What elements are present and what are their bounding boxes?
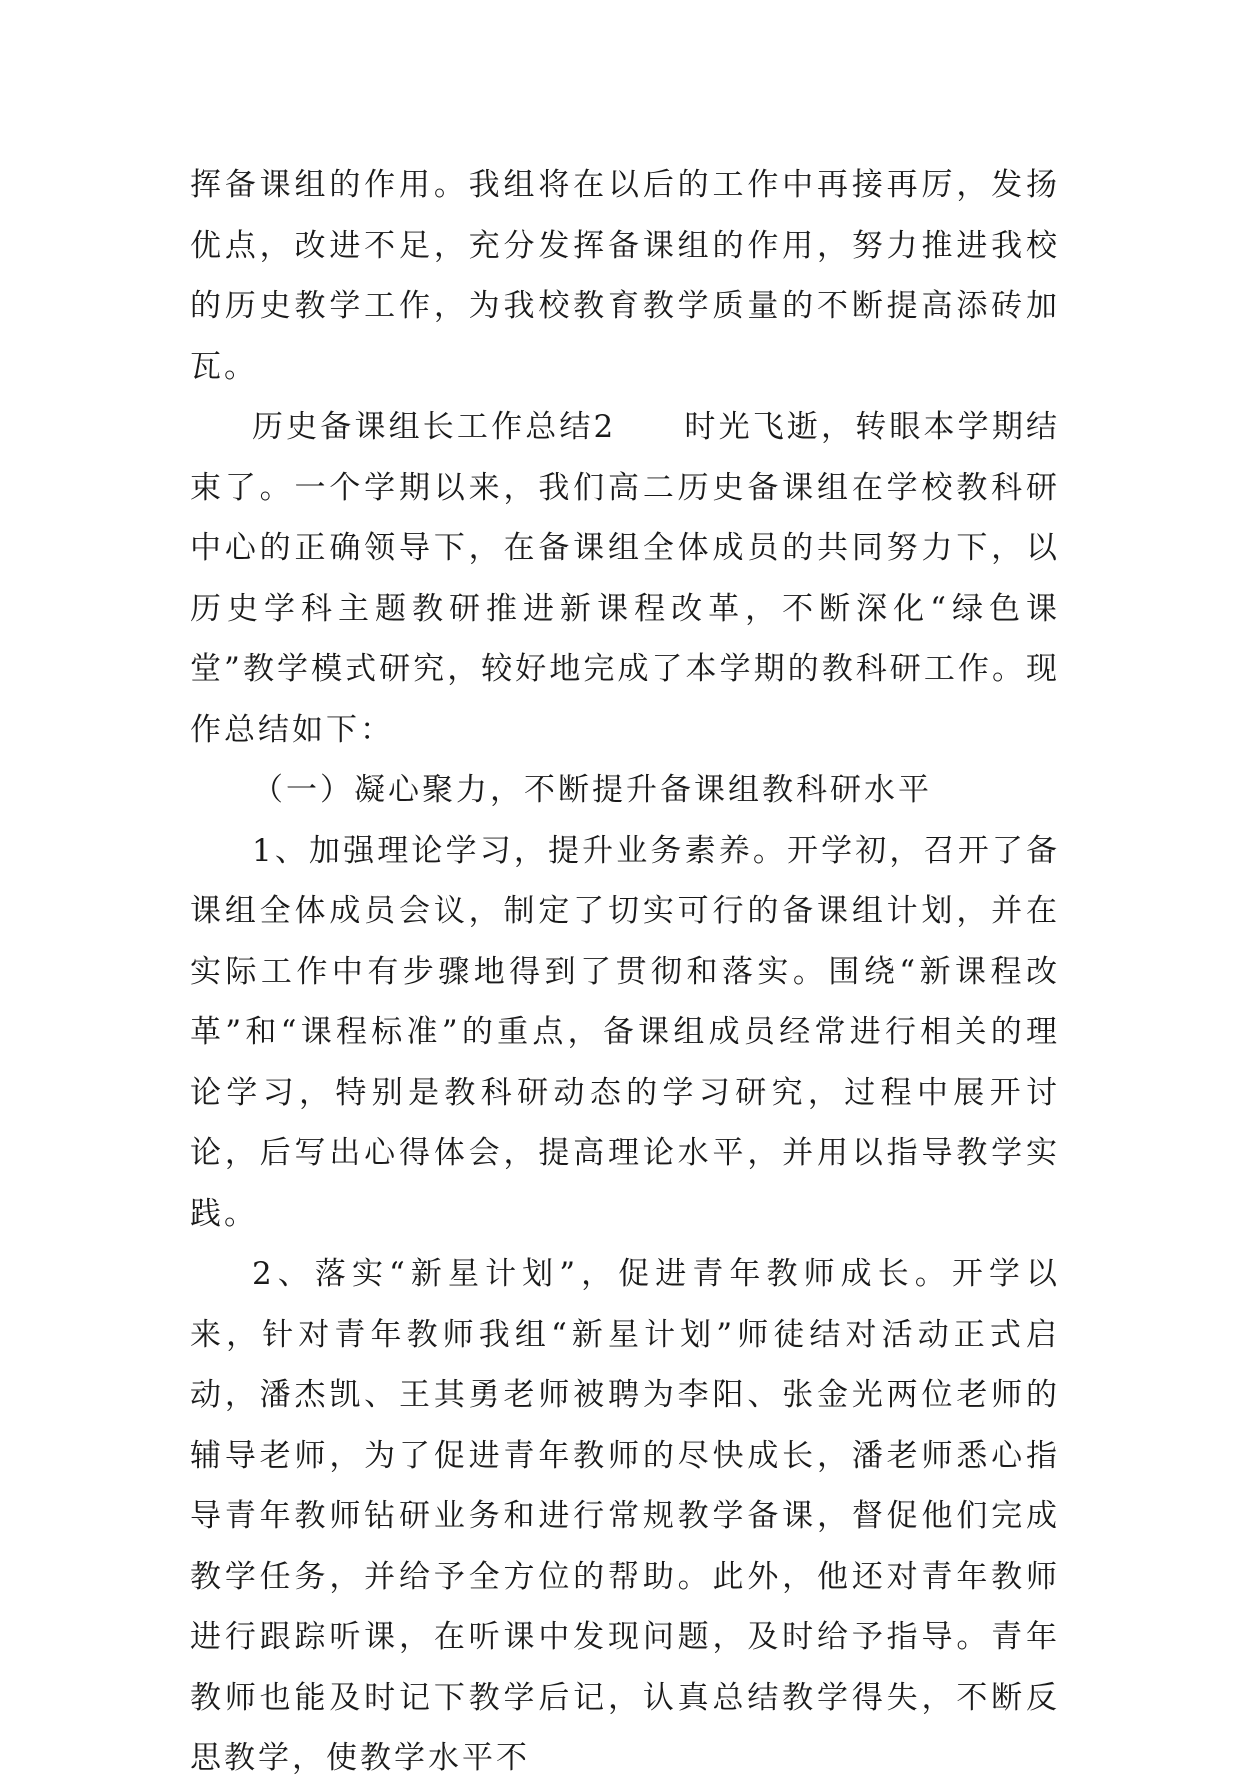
paragraph-new-star-plan: 2、落实“新星计划”，促进青年教师成长。开学以来，针对青年教师我组“新星计划”师徒结对活动正式启动，潘杰凯、王其勇老师被聘为李阳、张金光两位老师的辅导老师，为了促进青年教师的尽快成长，潘老师悉心指导青年教师钻研业务和进行常规教学备课，督促他们完成教学任务，并给予全方位的帮助。此外，他还对青年教师进行跟踪听课，在听课中发现问题，及时给予指导。青年教师也能及时记下教学后记，认真总结教学得失，不断反思教学，使教学水平不 bbox=[190, 1256, 1060, 1776]
section-heading-1: （一）凝心聚力，不断提升备课组教科研水平 bbox=[252, 772, 932, 808]
section-title-inline: 历史备课组长工作总结2 bbox=[252, 409, 617, 445]
paragraph-continuation: 挥备课组的作用。我组将在以后的工作中再接再厉，发扬优点，改进不足，充分发挥备课组的作用，努力推进我校的历史教学工作，为我校教育教学质量的不断提高添砖加瓦。 bbox=[190, 167, 1060, 385]
document-body bbox=[190, 155, 1060, 1789]
paragraph-theory-study: 1、加强理论学习，提升业务素养。开学初，召开了备课组全体成员会议，制定了切实可行的备课组计划，并在实际工作中有步骤地得到了贯彻和落实。围绕“新课程改革”和“课程标准”的重点，备课组成员经常进行相关的理论学习，特别是教科研动态的学习研究，过程中展开讨论，后写出心得体会，提高理论水平，并用以指导教学实践。 bbox=[190, 832, 1060, 1232]
summary-intro-text: 时光飞逝，转眼本学期结束了。一个学期以来，我们高二历史备课组在学校教科研中心的正确领导下，在备课组全体成员的共同努力下，以历史学科主题教研推进新课程改革，不断深化“绿色课堂”教学模式研究，较好地完成了本学期的教科研工作。现作总结如下： bbox=[190, 409, 1060, 748]
paragraph-summary-2 bbox=[190, 397, 1060, 760]
